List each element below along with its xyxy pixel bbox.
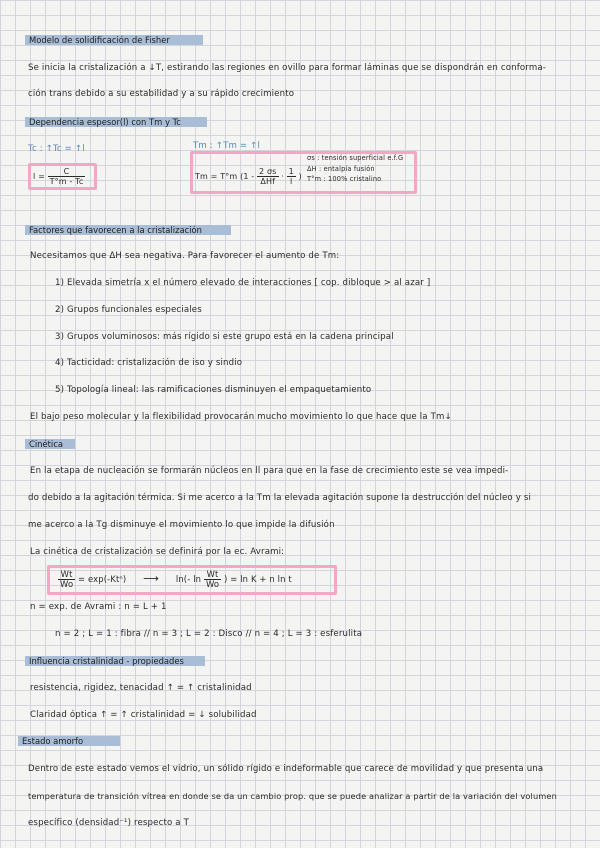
l-lhs: l =	[33, 172, 45, 181]
tc-label: Tc : ↑Tc = ↑l	[28, 144, 85, 154]
influencia-header: Influencia cristalinidad - propiedades	[25, 656, 205, 666]
cinetica-line-4: La cinética de cristalización se definirá por la ec. Avrami:	[30, 547, 285, 557]
tm-note-2: ΔH : entalpía fusión	[307, 165, 375, 173]
factores-intro: Necesitamos que ΔH sea negativa. Para favorecer el aumento de Tm:	[30, 251, 340, 261]
cinetica-line-3: me acerco a la Tg disminuye el movimiento lo que impide la difusión	[28, 520, 335, 530]
tm-note-1: σs : tensión superficial e.f.G	[307, 154, 404, 162]
tm-f2-denominator: l	[290, 177, 293, 186]
tm-note-3: T°m : 100% cristalino	[307, 175, 382, 183]
avrami-equation	[58, 570, 292, 589]
factor-item-5: 5) Topología lineal: las ramificaciones disminuyen el empaquetamiento	[55, 385, 372, 395]
intro-line-1: Se inicia la cristalización a ↓T, estirando las regiones en ovillo para formar láminas que se dispondrán en conforma-	[28, 63, 547, 73]
cinetica-line-2: do debido a la agitación térmica. Si me acerco a la Tm la elevada agitación supone la destrucción del núcleo y si	[28, 493, 531, 503]
tm-dot: ·	[281, 172, 284, 181]
avrami-ln: ln(- ln	[175, 574, 202, 584]
dependencia-header: Dependencia espesor(l) con Tm y Tc	[25, 117, 207, 127]
factores-header: Factores que favorecen a la cristalización	[25, 225, 231, 235]
tm-fraction-2	[287, 167, 296, 186]
avrami-arrow: ⟶	[143, 572, 160, 585]
factor-item-3: 3) Grupos voluminosos: más rígido si este grupo está en la cadena principal	[55, 332, 394, 342]
influencia-line-2: Claridad óptica ↑ = ↑ cristalinidad = ↓ solubilidad	[30, 710, 257, 720]
l-fraction	[48, 167, 86, 186]
avrami-n-definition: n = exp. de Avrami : n = L + 1	[30, 602, 167, 612]
tm-lhs: Tm = T°m	[195, 172, 238, 181]
avrami-exp: = exp(-Ktⁿ)	[78, 574, 127, 584]
amorfo-line-1: Dentro de este estado vemos el vidrio, un sólido rígido e indeformable que carece de movilidad y que presenta una	[28, 764, 544, 774]
amorfo-line-2: temperatura de transición vítrea en donde se da un cambio prop. que se puede analizar a partir de la variación del volumen	[28, 791, 557, 801]
factor-item-4: 4) Tacticidad: cristalización de iso y sindio	[55, 358, 243, 368]
l-denominator: T°m - Tc	[49, 177, 84, 186]
avrami-f1-denominator: Wo	[60, 579, 74, 589]
factor-item-1: 1) Elevada simetría x el número elevado de interacciones [ cop. dibloque > al azar ]	[55, 278, 431, 288]
avrami-f2-denominator: Wo	[205, 579, 220, 589]
factor-item-2: 2) Grupos funcionales especiales	[55, 305, 202, 315]
tm-formula	[195, 167, 302, 186]
tm-f1-denominator: ΔHf	[260, 177, 276, 186]
avrami-f2-numerator: Wt	[204, 570, 221, 580]
tm-f1-numerator: 2 σs	[259, 167, 277, 176]
l-numerator: C	[48, 167, 86, 177]
avrami-rhs: ) = ln K + n ln t	[223, 574, 292, 584]
avrami-f1-numerator: Wt	[58, 570, 75, 580]
tm-open: (1 -	[240, 172, 255, 181]
factores-conclusion: El bajo peso molecular y la flexibilidad provocarán mucho movimiento lo que hace que la Tm↓	[30, 412, 452, 422]
avrami-fraction-2	[204, 570, 221, 589]
cinetica-line-1: En la etapa de nucleación se formarán núcleos en ll para que en la fase de crecimiento este se vea impedi-	[30, 466, 509, 476]
amorfo-header: Estado amorfo	[18, 736, 120, 746]
l-formula	[33, 167, 85, 186]
tm-close: )	[298, 172, 302, 181]
tm-fraction-1	[257, 167, 278, 186]
amorfo-line-3: específico (densidad⁻¹) respecto a T	[28, 818, 189, 828]
cinetica-header: Cinética	[25, 439, 75, 449]
avrami-fraction-1	[58, 570, 75, 589]
intro-line-2: ción trans debido a su estabilidad y a su rápido crecimiento	[28, 89, 295, 99]
influencia-line-1: resistencia, rigidez, tenacidad ↑ = ↑ cristalinidad	[30, 683, 252, 693]
title-header: Modelo de solidificación de Fisher	[25, 35, 203, 45]
tm-label: Tm : ↑Tm = ↑l	[193, 141, 261, 151]
tm-f2-numerator: 1	[288, 167, 294, 176]
avrami-n-cases: n = 2 ; L = 1 : fibra // n = 3 ; L = 2 : Disco // n = 4 ; L = 3 : esferulita	[55, 629, 363, 639]
